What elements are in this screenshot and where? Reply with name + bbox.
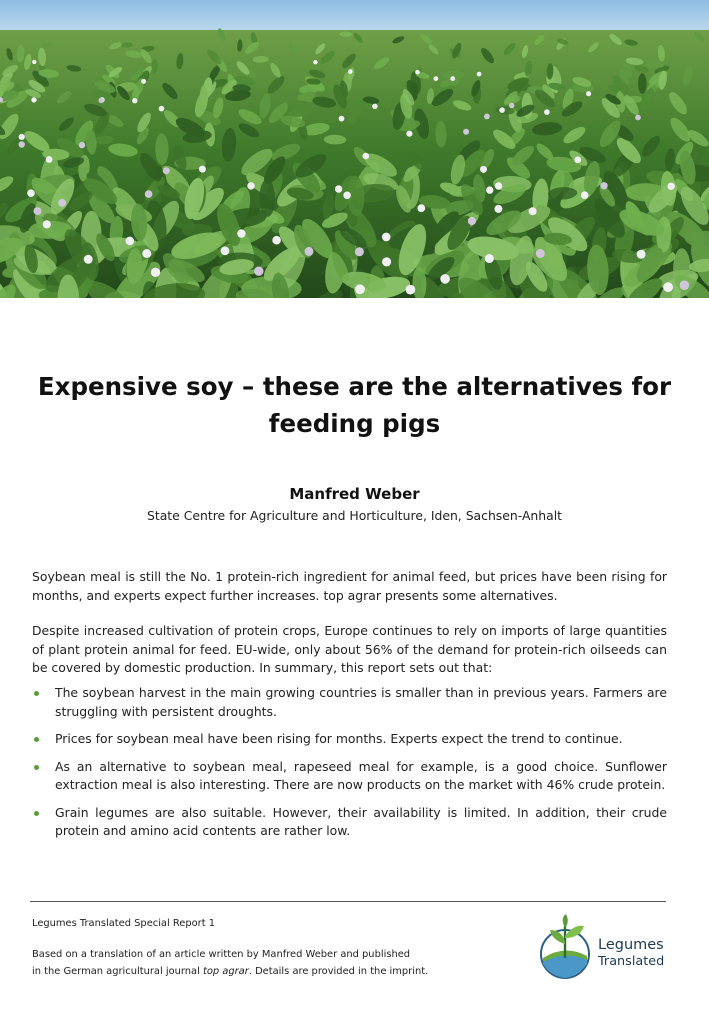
bean-flower: [494, 205, 502, 213]
bean-flower: [529, 207, 537, 215]
bean-flower: [450, 76, 455, 81]
bean-flower: [499, 107, 505, 113]
bean-flower: [247, 182, 254, 189]
bean-flower: [221, 246, 230, 255]
bean-flower: [313, 60, 317, 64]
footer-divider: [30, 901, 666, 902]
logo-emblem-icon: [538, 914, 598, 982]
bullet-item: [32, 804, 667, 841]
bean-flower: [141, 79, 146, 84]
bean-flower: [434, 76, 439, 81]
bean-flower: [126, 237, 135, 246]
bean-flower: [536, 249, 545, 258]
bean-flower: [680, 280, 690, 290]
bean-flower: [480, 166, 487, 173]
bullet-text: As an alternative to soybean meal, rapeseed meal for example, is a good choice. Sunflower extraction meal is also interesting. There are now products on the market with 46% crude protein.: [55, 758, 667, 792]
bean-flower: [305, 247, 314, 256]
bean-flower: [382, 233, 391, 242]
bean-flower: [484, 114, 490, 120]
bullet-text: Grain legumes are also suitable. However, their availability is limited. In addition, their crude protein and amino acid contents are rather low.: [55, 804, 667, 838]
bean-flower: [417, 204, 425, 212]
bullet-dot-icon: [34, 691, 39, 696]
bean-flower: [406, 131, 412, 137]
bean-flower: [574, 157, 581, 164]
bean-flower: [142, 249, 151, 258]
bean-flower: [151, 268, 160, 277]
bean-flower: [84, 255, 93, 264]
bean-flower: [363, 153, 370, 160]
bean-flower: [663, 282, 673, 292]
bullet-dot-icon: [34, 765, 39, 770]
bean-flower: [486, 186, 493, 193]
bean-flower: [31, 97, 36, 102]
bullet-item: [32, 758, 667, 795]
bean-flower: [32, 60, 36, 64]
bean-flower: [199, 166, 206, 173]
bean-flower: [46, 156, 53, 163]
bean-flower: [355, 284, 365, 294]
leaf: [638, 73, 647, 94]
bean-flower: [600, 182, 607, 189]
bean-flower: [163, 167, 170, 174]
bean-flower: [145, 190, 153, 198]
legumes-translated-logo: [538, 914, 670, 982]
bullet-item: [32, 684, 667, 721]
bean-flower: [237, 229, 245, 237]
bean-flower: [544, 109, 550, 115]
logo-text-legumes: Legumes: [598, 937, 664, 953]
hero-image: [0, 0, 709, 298]
article-title: Expensive soy – these are the alternatives for feeding pigs: [37, 372, 672, 438]
bean-field-illustration: [0, 0, 709, 298]
bean-flower: [132, 98, 137, 103]
intro-paragraph: Soybean meal is still the No. 1 protein-rich ingredient for animal feed, but prices have been rising for months, and experts expect further increases. top agrar presents some alternatives.: [32, 569, 667, 603]
bean-flower: [27, 189, 35, 197]
bean-flower: [468, 217, 476, 225]
bean-flower: [668, 183, 675, 190]
bullet-text: Prices for soybean meal have been rising for months. Experts expect the trend to continue.: [55, 731, 623, 746]
bean-flower: [43, 220, 51, 228]
bean-flower: [254, 267, 263, 276]
leaf: [120, 42, 133, 47]
bean-flower: [335, 185, 342, 192]
note-line-2-end: . Details are provided in the imprint.: [248, 965, 429, 977]
bean-flower: [19, 141, 25, 147]
journal-name: top agrar: [202, 965, 249, 977]
bullet-item: [32, 730, 667, 749]
bean-flower: [495, 182, 502, 189]
bean-flower: [440, 274, 450, 284]
bean-flower: [415, 70, 420, 75]
bean-flower: [382, 257, 391, 266]
author-name: Manfred Weber: [289, 485, 420, 503]
bullet-dot-icon: [34, 811, 39, 816]
bean-flower: [79, 142, 85, 148]
report-label: Legumes Translated Special Report 1: [32, 918, 216, 929]
bean-flower: [477, 72, 482, 77]
bean-flower: [635, 115, 641, 121]
bean-flower: [463, 129, 469, 135]
bean-flower: [272, 236, 281, 245]
bean-flower: [406, 285, 416, 295]
bean-flower: [348, 69, 353, 74]
bean-flower: [343, 192, 351, 200]
bullet-dot-icon: [34, 737, 39, 742]
bean-flower: [581, 191, 589, 199]
bean-flower: [58, 199, 66, 207]
bean-flower: [509, 103, 514, 108]
note-line-2: in the German agricultural journal: [32, 965, 203, 977]
bean-flower: [34, 207, 42, 215]
author-affiliation: State Centre for Agriculture and Horticulture, Iden, Sachsen-Anhalt: [146, 508, 563, 523]
bean-flower: [99, 98, 104, 103]
leaf: [647, 61, 665, 68]
bullet-text: The soybean harvest in the main growing countries is smaller than in previous years. Farmers are struggling with persistent droughts.: [55, 685, 667, 719]
bean-flower: [637, 250, 646, 259]
note-line-1: Based on a translation of an article written by Manfred Weber and published: [32, 949, 411, 960]
bean-flower: [372, 104, 377, 109]
bean-flower: [586, 91, 591, 96]
summary-bullet-list: [32, 684, 667, 850]
bean-flower: [339, 116, 345, 122]
translation-note: [32, 947, 512, 980]
bean-flower: [19, 134, 25, 140]
summary-paragraph: Despite increased cultivation of protein crops, Europe continues to rely on imports of large quantities of plant protein animal for feed. EU-wide, only about 56% of the demand for protein-rich oilseeds can be covered by domestic production. In summary, this report sets out that:: [32, 623, 667, 675]
logo-text-translated: Translated: [598, 954, 665, 969]
bean-flower: [355, 247, 364, 256]
bean-flower: [485, 254, 494, 263]
bean-flower: [159, 106, 165, 112]
